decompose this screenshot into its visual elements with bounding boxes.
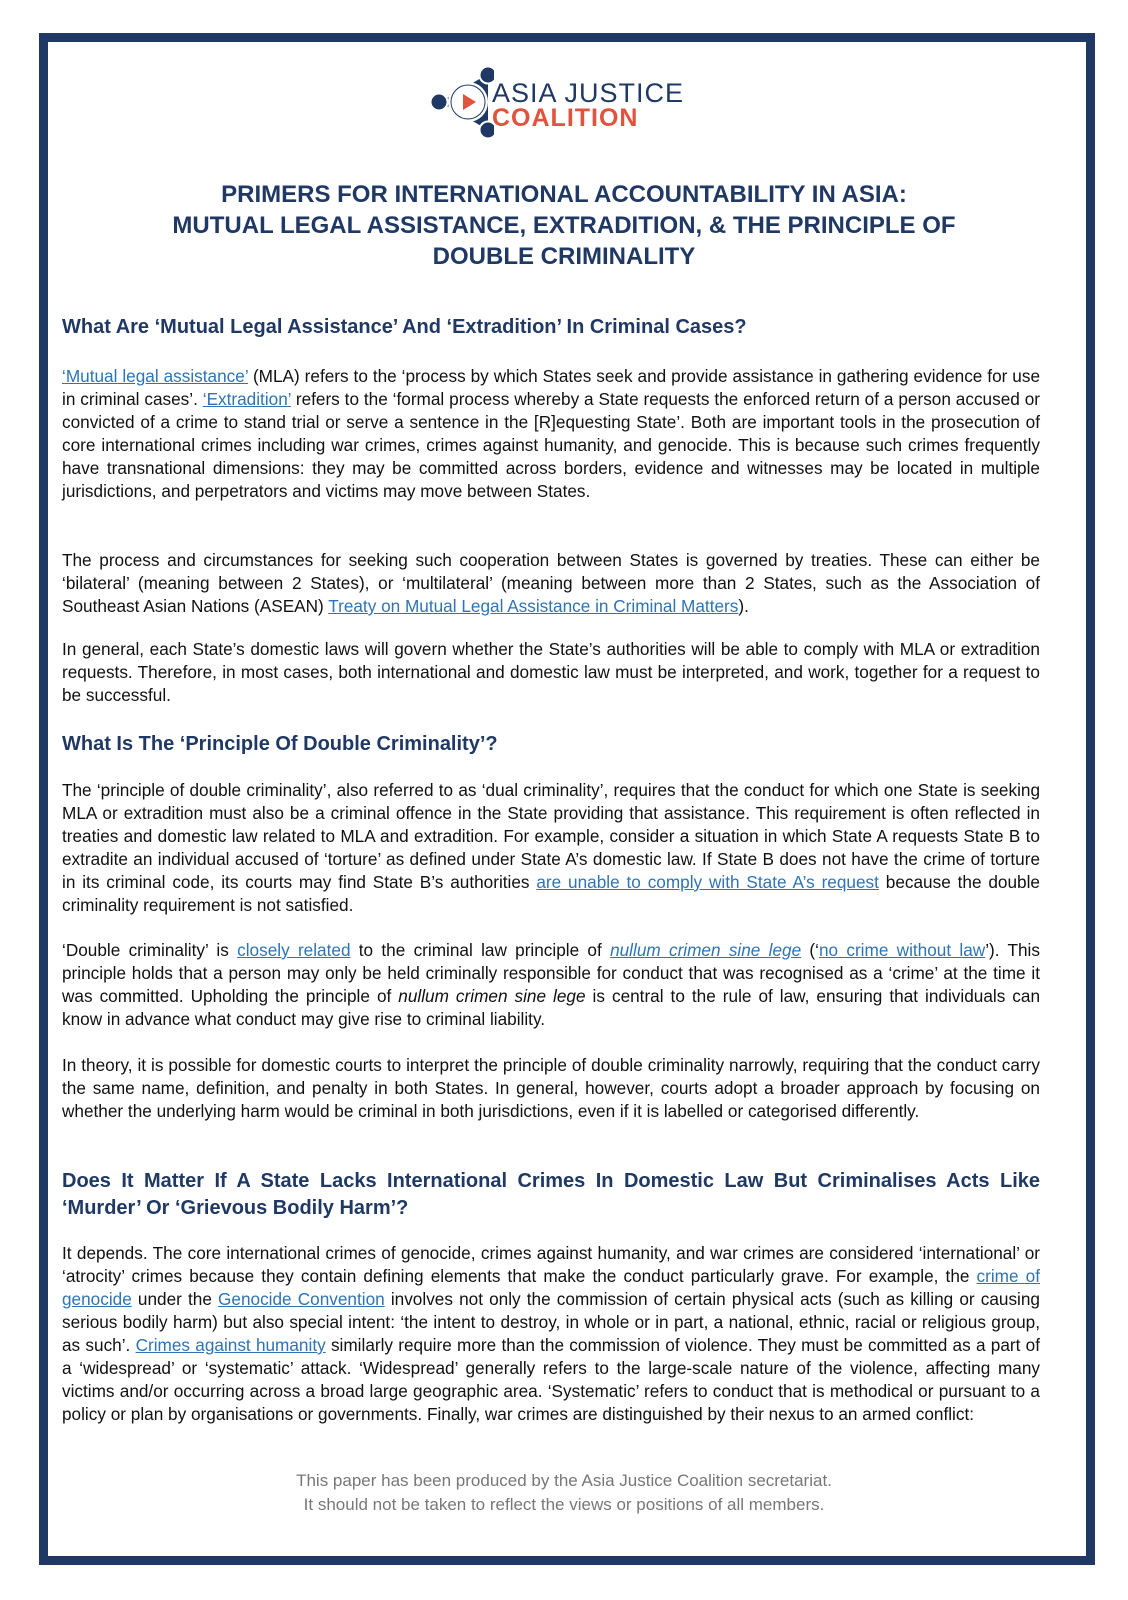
triangle-play-logo-icon — [424, 64, 494, 142]
paragraph-treaties: The process and circumstances for seeking such cooperation between States is governed by treaties. These can either be ‘bilateral’ (meaning between 2 States), or ‘multilateral’ (meaning between more than 2 States, such as the Association of Southeast Asian Nations (ASEAN) Treaty on Mutual Legal Assistance in Criminal Matters). — [62, 550, 1040, 616]
link-unable-to-comply[interactable]: are unable to comply with State A’s request — [536, 872, 879, 892]
link-extradition[interactable]: ‘Extradition’ — [202, 389, 291, 409]
logo-wordmark-line2: COALITION — [492, 104, 639, 132]
title-line-2: MUTUAL LEGAL ASSISTANCE, EXTRADITION, & THE PRINCIPLE OF — [172, 212, 956, 239]
section-heading-double-criminality: What Is The ‘Principle Of Double Criminality’? — [62, 733, 498, 755]
title-line-1: PRIMERS FOR INTERNATIONAL ACCOUNTABILITY IN ASIA: — [221, 181, 907, 208]
paragraph-nullum-crimen: ‘Double criminality’ is closely related to the criminal law principle of nullum crimen sine lege (‘no crime without law’). This principle holds that a person may only be held criminally responsible for conduct that was recognised as a ‘crime’ at the time it was committed. Upholding the principle of nullum crimen sine lege is central to the rule of law, ensuring that individuals can know in advance what conduct may give rise to criminal liability. — [62, 940, 1041, 1029]
link-mutual-legal-assistance[interactable]: ‘Mutual legal assistance’ — [62, 366, 248, 386]
paragraph-mla-definition: ‘Mutual legal assistance’ (MLA) refers to the ‘process by which States seek and provide assistance in gathering evidence for use in criminal cases’. ‘Extradition’ refers to the ‘formal process whereby a State requests the enforced return of a person accused or convicted of a crime to stand trial or serve a sentence in the [R]equesting State’. Both are important tools in the prosecution of core international crimes including war crimes, crimes against humanity, and genocide. This is because such crimes frequently have transnational dimensions: they may be committed across borders, evidence and witnesses may be located in multiple jurisdictions, and perpetrators and victims may move between States. — [62, 366, 1041, 501]
link-no-crime-without-law[interactable]: no crime without law — [818, 940, 986, 960]
paragraph-domestic-laws: In general, each State’s domestic laws will govern whether the State’s authorities will be able to comply with MLA or extradition requests. Therefore, in most cases, both international and domestic law must be interpreted, and work, together for a request to be successful. — [62, 639, 1040, 705]
title-line-3: DOUBLE CRIMINALITY — [432, 243, 696, 270]
link-genocide-convention[interactable]: Genocide Convention — [218, 1289, 385, 1309]
link-crimes-against-humanity[interactable]: Crimes against humanity — [135, 1335, 326, 1355]
footer-line-1: This paper has been produced by the Asia Justice Coalition secretariat. — [296, 1471, 832, 1490]
section-heading-domestic-crimes: Does It Matter If A State Lacks International Crimes In Domestic Law But Criminalises Acts Like ‘Murder’ Or ‘Grievous Bodily Harm’? — [62, 1170, 1040, 1219]
link-crime-of-genocide[interactable]: crime of genocide — [62, 1266, 1040, 1309]
document-title — [60, 179, 1068, 272]
footer-disclaimer — [100, 1469, 1028, 1517]
logo-wordmark-line1: ASIA JUSTICE — [492, 78, 685, 108]
paragraph-double-criminality-definition: The ‘principle of double criminality’, also referred to as ‘dual criminality’, requires that the conduct for which one State is seeking MLA or extradition must also be a criminal offence in the State providing that assistance. This requirement is often reflected in treaties and domestic law related to MLA and extradition. For example, consider a situation in which State A requests State B to extradite an individual accused of ‘torture’ as defined under State A’s domestic law. If State B does not have the crime of torture in its criminal code, its courts may find State B’s authorities are unable to comply with State A’s request because the double criminality requirement is not satisfied. — [62, 780, 1040, 915]
paragraph-atrocity-crimes: It depends. The core international crimes of genocide, crimes against humanity, and war crimes are considered ‘international’ or ‘atrocity’ crimes because they contain defining elements that make the conduct particularly grave. For example, the crime of genocide under the Genocide Convention involves not only the commission of certain physical acts (such as killing or causing serious bodily harm) but also special intent: ‘the intent to destroy, in whole or in part, a national, ethnic, racial or religious group, as such’. Crimes against humanity similarly require more than the commission of violence. They must be committed as a part of a ‘widespread’ or ‘systematic’ attack. ‘Widespread’ generally refers to the large-scale nature of the violence, affecting many victims and/or occurring across a broad large geographic area. ‘Systematic’ refers to conduct that is methodical or pursuant to a policy or plan by organisations or governments. Finally, war crimes are distinguished by their nexus to an armed conflict: — [62, 1243, 1040, 1424]
link-asean-mla-treaty[interactable]: Treaty on Mutual Legal Assistance in Criminal Matters — [328, 596, 739, 616]
section-heading-mla-extradition: What Are ‘Mutual Legal Assistance’ And ‘Extradition’ In Criminal Cases? — [62, 316, 747, 338]
paragraph-narrow-broad-approach: In theory, it is possible for domestic courts to interpret the principle of double criminality narrowly, requiring that the conduct carry the same name, definition, and penalty in both States. In general, however, courts adopt a broader approach by focusing on whether the underlying harm would be criminal in both jurisdictions, even if it is labelled or categorised differently. — [62, 1055, 1040, 1121]
link-closely-related[interactable]: closely related — [237, 940, 351, 960]
logo — [424, 64, 694, 142]
footer-line-2: It should not be taken to reflect the views or positions of all members. — [303, 1495, 825, 1514]
link-nullum-crimen-sine-lege[interactable]: nullum crimen sine lege — [610, 940, 802, 960]
